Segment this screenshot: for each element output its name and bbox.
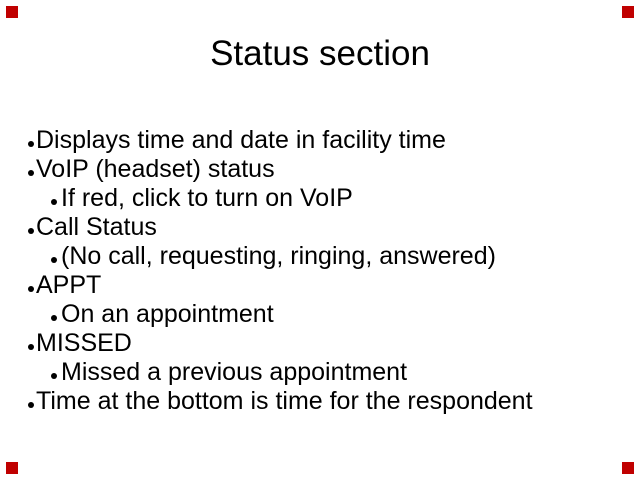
slide-title: Status section — [210, 34, 430, 73]
bullet-icon — [51, 257, 57, 263]
bullet-item — [28, 126, 634, 155]
corner-marker-top-left-icon — [6, 6, 18, 18]
bullet-item-sub — [28, 300, 634, 329]
bullet-list — [28, 126, 634, 416]
bullet-item-sub — [28, 358, 634, 387]
bullet-text: MISSED — [36, 329, 132, 357]
bullet-item-sub — [28, 184, 634, 213]
bullet-text: APPT — [36, 271, 102, 299]
bullet-item — [28, 155, 634, 184]
bullet-text: Time at the bottom is time for the respondent — [36, 387, 533, 415]
bullet-icon — [51, 315, 57, 321]
bullet-icon — [28, 286, 34, 292]
bullet-icon — [28, 170, 34, 176]
bullet-text: If red, click to turn on VoIP — [61, 184, 353, 212]
bullet-icon — [51, 373, 57, 379]
bullet-text: (No call, requesting, ringing, answered) — [61, 242, 496, 270]
bullet-icon — [28, 344, 34, 350]
corner-marker-top-right-icon — [622, 6, 634, 18]
bullet-icon — [28, 141, 34, 147]
bullet-item — [28, 329, 634, 358]
corner-marker-bottom-right-icon — [622, 462, 634, 474]
bullet-icon — [28, 228, 34, 234]
bullet-item-sub — [28, 242, 634, 271]
bullet-text: On an appointment — [61, 300, 274, 328]
bullet-icon — [28, 402, 34, 408]
bullet-text: VoIP (headset) status — [36, 155, 275, 183]
bullet-item — [28, 213, 634, 242]
bullet-item — [28, 271, 634, 300]
bullet-item — [28, 387, 634, 416]
bullet-text: Displays time and date in facility time — [36, 126, 446, 154]
corner-marker-bottom-left-icon — [6, 462, 18, 474]
bullet-icon — [51, 199, 57, 205]
bullet-text: Missed a previous appointment — [61, 358, 408, 386]
bullet-text: Call Status — [36, 213, 157, 241]
